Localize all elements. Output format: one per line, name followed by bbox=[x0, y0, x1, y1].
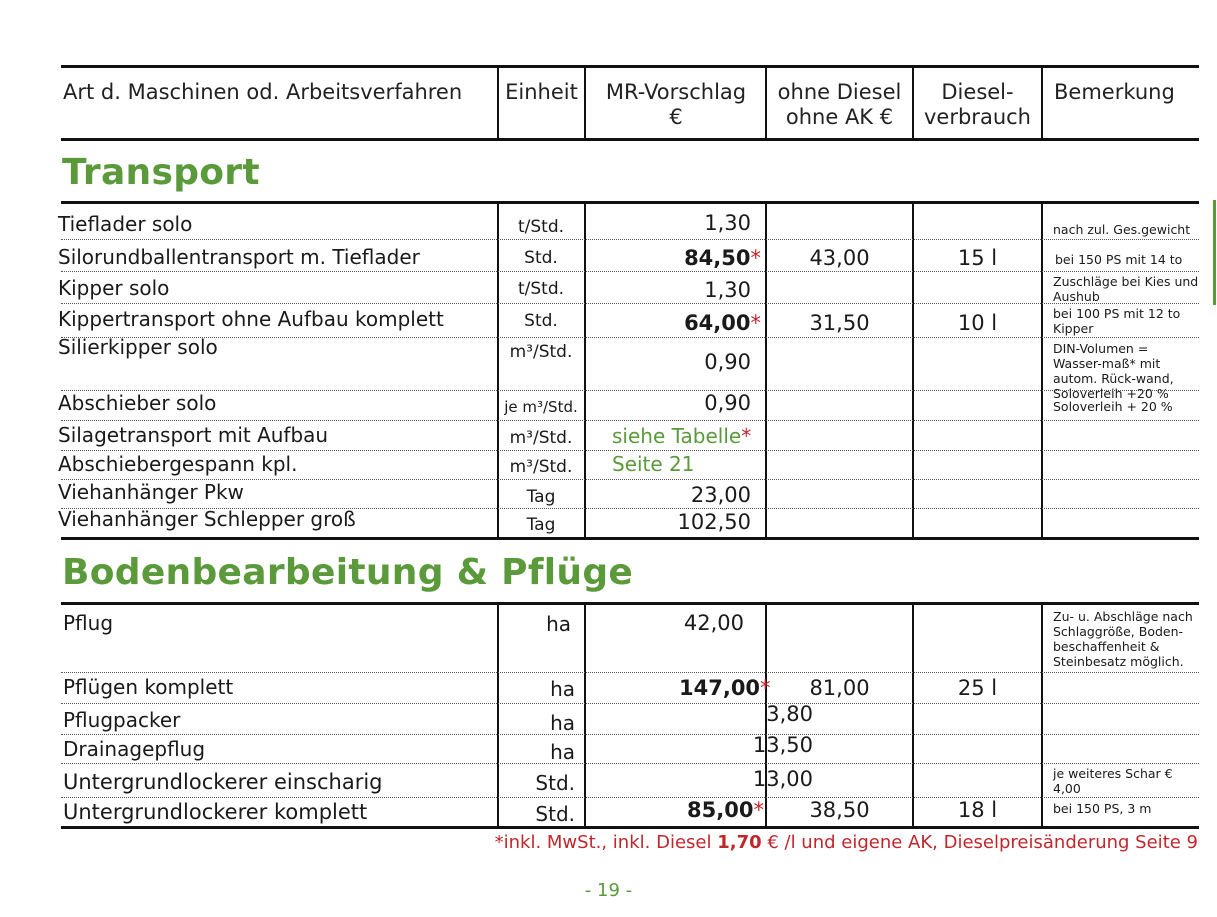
mr-amount: 85,00 bbox=[687, 798, 754, 822]
page-edge-marker bbox=[1213, 200, 1216, 305]
row-unit: t/Std. bbox=[517, 217, 565, 237]
row-bemerkung: bei 150 PS mit 14 to bbox=[1055, 252, 1183, 267]
page-number: - 19 - bbox=[584, 880, 633, 901]
table-row bbox=[58, 480, 1199, 509]
table-row bbox=[58, 391, 1199, 421]
table-row bbox=[61, 735, 1199, 764]
row-unit: je m³/Std. bbox=[504, 398, 578, 416]
table-row bbox=[58, 335, 1199, 401]
row-unit: Tag bbox=[526, 487, 556, 507]
row-name: Kipper solo bbox=[58, 276, 170, 300]
table-header bbox=[61, 65, 1199, 141]
table-row bbox=[58, 204, 1199, 240]
row-bemerkung: Soloverleih + 20 % bbox=[1053, 399, 1173, 414]
section-bottom-line-bodenbearbeitung bbox=[61, 826, 1199, 829]
vline-header-5 bbox=[1041, 65, 1043, 141]
mr-star: * bbox=[750, 311, 761, 335]
row-bemerkung: Zuschläge bei Kies und Aushub bbox=[1053, 274, 1199, 304]
table-row bbox=[58, 451, 1199, 480]
row-mr-value: 42,00 bbox=[683, 611, 744, 635]
table-row bbox=[61, 673, 1199, 704]
vline-header-4 bbox=[912, 65, 914, 141]
row-unit: m³/Std. bbox=[509, 457, 573, 477]
footnote-part2: € /l und eigene AK, Dieselpreisänderung Seite 9 bbox=[761, 832, 1198, 853]
row-dieselverbrauch: 25 l bbox=[957, 676, 998, 700]
footnote-diesel-price: 1,70 bbox=[717, 832, 762, 853]
table-row bbox=[61, 605, 1199, 673]
header-ohne-line2: ohne AK € bbox=[785, 105, 894, 129]
header-ohne-line1: ohne Diesel bbox=[777, 80, 902, 104]
row-ohne-diesel: 81,00 bbox=[809, 676, 870, 700]
row-mr-value: 102,50 bbox=[677, 510, 751, 534]
table-row bbox=[58, 507, 1199, 537]
row-unit: ha bbox=[550, 740, 575, 764]
row-mr-value bbox=[587, 246, 761, 270]
row-bemerkung: bei 100 PS mit 12 to Kipper bbox=[1053, 306, 1181, 336]
mr-star: * bbox=[760, 676, 771, 700]
mr-star: * bbox=[753, 798, 764, 822]
row-mr-value: 0,90 bbox=[704, 350, 751, 374]
row-bemerkung: DIN-Volumen = Wasser-maß* mit autom. Rück-wand, Soloverleih +20 % bbox=[1053, 341, 1174, 401]
row-bemerkung: nach zul. Ges.gewicht bbox=[1053, 222, 1191, 237]
row-unit: Std. bbox=[535, 802, 575, 826]
row-name: Abschieber solo bbox=[58, 391, 217, 415]
section-bottom-line-transport bbox=[61, 537, 1199, 540]
row-unit: ha bbox=[550, 711, 575, 735]
row-dieselverbrauch: 15 l bbox=[957, 246, 998, 270]
header-diesel-line1: Diesel- bbox=[941, 80, 1014, 104]
row-name: Pflugpacker bbox=[63, 708, 181, 732]
header-mr-vorschlag bbox=[587, 68, 765, 138]
table-row bbox=[58, 421, 1199, 451]
row-unit: m³/Std. bbox=[509, 428, 573, 448]
row-mr-value: Seite 21 bbox=[612, 452, 695, 476]
table-row bbox=[58, 272, 1199, 304]
row-mr-value: 0,90 bbox=[704, 391, 751, 415]
section-title-bodenbearbeitung: Bodenbearbeitung & Pflüge bbox=[62, 552, 634, 593]
footnote bbox=[495, 832, 1198, 853]
header-mr-line2: € bbox=[669, 105, 683, 129]
header-diesel-line2: verbrauch bbox=[924, 105, 1031, 129]
row-name: Tieflader solo bbox=[58, 212, 193, 236]
header-bemerkung: Bemerkung bbox=[1054, 80, 1175, 104]
row-bemerkung: Zu- u. Abschläge nach Schlaggröße, Boden-beschaffenheit & Steinbesatz möglich. bbox=[1053, 609, 1193, 669]
row-dieselverbrauch: 18 l bbox=[957, 798, 998, 822]
table-row bbox=[61, 764, 1199, 798]
row-name: Untergrundlockerer einscharig bbox=[63, 770, 383, 794]
row-ohne-diesel: 43,00 bbox=[809, 246, 870, 270]
row-unit: t/Std. bbox=[517, 279, 565, 299]
row-mr-value: 3,80 bbox=[766, 702, 813, 726]
row-mr-value: 23,00 bbox=[690, 483, 751, 507]
table-row bbox=[61, 798, 1199, 827]
row-unit: Tag bbox=[526, 515, 556, 535]
row-mr-value: 1,30 bbox=[704, 278, 751, 302]
table-row bbox=[58, 240, 1199, 272]
header-mr-line1: MR-Vorschlag bbox=[605, 80, 747, 104]
row-name: Pflügen komplett bbox=[63, 675, 234, 699]
row-name: Drainagepflug bbox=[63, 737, 206, 761]
mr-star: * bbox=[750, 246, 761, 270]
row-name: Viehanhänger Pkw bbox=[58, 480, 244, 504]
row-ohne-diesel: 38,50 bbox=[809, 798, 870, 822]
mr-star: * bbox=[741, 424, 752, 448]
row-dieselverbrauch: 10 l bbox=[957, 311, 998, 335]
row-unit: ha bbox=[546, 612, 571, 636]
header-einheit: Einheit bbox=[505, 80, 578, 104]
mr-amount: 64,00 bbox=[684, 311, 751, 335]
header-ohne-diesel bbox=[767, 68, 912, 138]
footnote-part1: *inkl. MwSt., inkl. Diesel bbox=[494, 832, 718, 853]
row-unit: m³/Std. bbox=[509, 342, 573, 362]
row-ohne-diesel: 31,50 bbox=[809, 311, 870, 335]
row-name: Untergrundlockerer komplett bbox=[63, 800, 368, 824]
row-mr-value bbox=[587, 311, 761, 335]
row-mr-value bbox=[612, 424, 751, 448]
row-mr-value: 1,30 bbox=[704, 211, 751, 235]
row-name: Silorundballentransport m. Tieflader bbox=[58, 245, 420, 269]
row-unit: ha bbox=[550, 677, 575, 701]
row-name: Pflug bbox=[63, 611, 114, 635]
table-row bbox=[58, 304, 1199, 338]
row-unit: Std. bbox=[524, 248, 558, 268]
row-mr-value: 13,00 bbox=[752, 767, 813, 791]
row-mr-value: 13,50 bbox=[752, 733, 813, 757]
section-title-transport: Transport bbox=[62, 152, 260, 193]
header-art: Art d. Maschinen od. Arbeitsverfahren bbox=[63, 80, 463, 104]
table-row bbox=[61, 704, 1199, 735]
vline-header-2 bbox=[584, 65, 586, 141]
vline-header-1 bbox=[497, 65, 499, 141]
row-name: Silagetransport mit Aufbau bbox=[58, 423, 329, 447]
mr-amount: 84,50 bbox=[684, 246, 751, 270]
row-bemerkung: bei 150 PS, 3 m bbox=[1053, 801, 1152, 816]
mr-reference: siehe Tabelle bbox=[612, 424, 742, 448]
row-name: Viehanhänger Schlepper groß bbox=[58, 507, 356, 531]
row-name: Silierkipper solo bbox=[58, 335, 218, 359]
row-unit: Std. bbox=[524, 311, 558, 331]
header-dieselverbrauch bbox=[914, 68, 1041, 138]
row-bemerkung: je weiteres Schar € 4,00 bbox=[1053, 766, 1173, 796]
row-unit: Std. bbox=[535, 771, 575, 795]
mr-amount: 147,00 bbox=[679, 676, 761, 700]
vline-header-3 bbox=[765, 65, 767, 141]
row-name: Abschiebergespann kpl. bbox=[58, 452, 298, 476]
row-name: Kippertransport ohne Aufbau komplett bbox=[58, 307, 444, 331]
